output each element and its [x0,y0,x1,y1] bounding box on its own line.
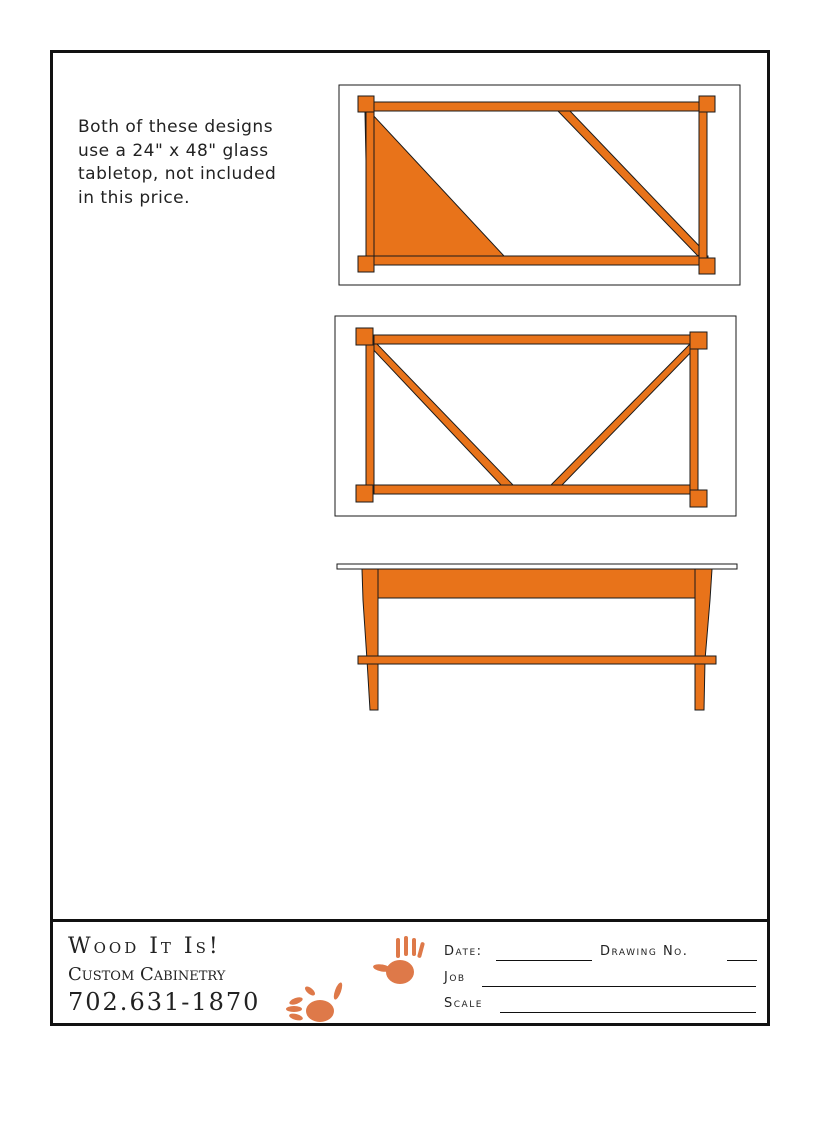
table-top-view-design-2 [334,315,738,518]
leg-post [358,256,374,272]
rail-top [366,102,708,111]
table-side-elevation [334,560,740,716]
rail-bottom [366,485,698,494]
leg-post [358,96,374,112]
date-label: Date: [444,944,483,959]
job-field[interactable] [482,986,756,987]
leg-post [699,258,715,274]
apron [374,569,700,598]
company-phone: 702.631-1870 [68,988,261,1016]
rail-left [366,102,374,264]
rail-top [366,335,698,344]
drawing-no-label: Drawing No. [600,944,689,959]
stretcher [358,656,716,664]
table-top-view-design-1 [338,84,742,287]
handprint-icon [370,934,436,994]
rail-bottom [366,256,708,265]
leg-right [695,569,712,710]
design-note: Both of these designs use a 24" x 48" glass tabletop, not included in this price. [78,117,277,208]
date-field[interactable] [496,960,592,961]
leg-post [690,332,707,349]
rail-right [690,335,698,493]
company-subtitle: Custom Cabinetry [68,964,226,985]
job-label: Job [444,970,466,985]
leg-post [356,485,373,502]
leg-post [356,328,373,345]
leg-post [699,96,715,112]
leg-left [362,569,378,710]
glass-tabletop-edge [337,564,737,569]
scale-field[interactable] [500,1012,756,1013]
company-name: Wood It Is! [68,934,221,959]
title-block [50,919,770,1029]
scale-label: Scale [444,996,483,1011]
leg-post [690,490,707,507]
drawing-no-field[interactable] [727,960,757,961]
rail-right [699,102,707,264]
handprint-icon [286,977,352,1029]
rail-left [366,335,374,493]
